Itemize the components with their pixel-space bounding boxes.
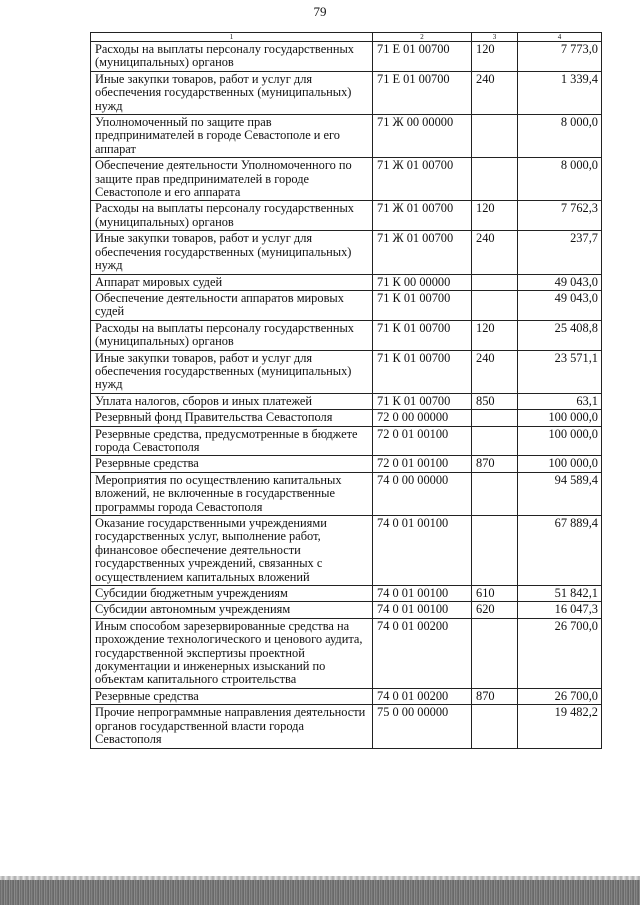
row-amount-cell: 237,7 (518, 231, 602, 274)
table-row (91, 618, 602, 688)
row-type-cell: 120 (472, 320, 518, 350)
row-code-cell: 71 К 01 00700 (373, 320, 472, 350)
column-number-code: 2 (373, 33, 472, 42)
row-code-cell: 72 0 00 00000 (373, 410, 472, 426)
table-row (91, 115, 602, 158)
row-type-cell (472, 410, 518, 426)
row-amount-cell: 100 000,0 (518, 456, 602, 472)
table-row (91, 274, 602, 290)
row-code-cell: 71 Е 01 00700 (373, 42, 472, 72)
row-code-cell: 71 К 00 00000 (373, 274, 472, 290)
row-code-cell: 71 К 01 00700 (373, 393, 472, 409)
row-code-cell: 71 Ж 01 00700 (373, 201, 472, 231)
row-amount-cell: 100 000,0 (518, 426, 602, 456)
table-row (91, 71, 602, 114)
row-code-cell: 71 К 01 00700 (373, 350, 472, 393)
row-name-cell: Обеспечение деятельности аппаратов мировых судей (91, 290, 373, 320)
row-code-cell: 74 0 01 00200 (373, 688, 472, 704)
row-amount-cell: 26 700,0 (518, 688, 602, 704)
row-amount-cell: 23 571,1 (518, 350, 602, 393)
row-amount-cell: 63,1 (518, 393, 602, 409)
row-name-cell: Субсидии бюджетным учреждениям (91, 586, 373, 602)
row-type-cell: 120 (472, 42, 518, 72)
table-row (91, 158, 602, 201)
row-type-cell (472, 115, 518, 158)
row-name-cell: Резервные средства, предусмотренные в бюджете города Севастополя (91, 426, 373, 456)
column-number-name: 1 (91, 33, 373, 42)
row-code-cell: 75 0 00 00000 (373, 705, 472, 748)
page-number: 79 (313, 4, 327, 19)
row-amount-cell: 67 889,4 (518, 516, 602, 586)
row-amount-cell: 51 842,1 (518, 586, 602, 602)
row-amount-cell: 49 043,0 (518, 290, 602, 320)
column-number-row (91, 33, 602, 42)
row-name-cell: Иные закупки товаров, работ и услуг для обеспечения государственных (муниципальных) нужд (91, 71, 373, 114)
row-type-cell (472, 158, 518, 201)
row-type-cell (472, 290, 518, 320)
row-code-cell: 71 Е 01 00700 (373, 71, 472, 114)
table-row (91, 231, 602, 274)
row-amount-cell: 8 000,0 (518, 158, 602, 201)
row-name-cell: Резервный фонд Правительства Севастополя (91, 410, 373, 426)
row-code-cell: 72 0 01 00100 (373, 456, 472, 472)
row-code-cell: 71 Ж 01 00700 (373, 231, 472, 274)
row-type-cell (472, 426, 518, 456)
row-type-cell: 240 (472, 231, 518, 274)
table-row (91, 290, 602, 320)
row-name-cell: Прочие непрограммные направления деятельности органов государственной власти города Севастополя (91, 705, 373, 748)
table-row (91, 705, 602, 748)
row-code-cell: 74 0 00 00000 (373, 472, 472, 515)
row-amount-cell: 8 000,0 (518, 115, 602, 158)
row-amount-cell: 7 762,3 (518, 201, 602, 231)
row-type-cell: 240 (472, 350, 518, 393)
table-body (91, 42, 602, 749)
row-type-cell (472, 472, 518, 515)
row-name-cell: Уполномоченный по защите прав предпринимателей в городе Севастополе и его аппарат (91, 115, 373, 158)
row-name-cell: Аппарат мировых судей (91, 274, 373, 290)
row-amount-cell: 19 482,2 (518, 705, 602, 748)
table-row (91, 602, 602, 618)
table-row (91, 201, 602, 231)
row-code-cell: 74 0 01 00200 (373, 618, 472, 688)
table-row (91, 426, 602, 456)
row-name-cell: Уплата налогов, сборов и иных платежей (91, 393, 373, 409)
row-name-cell: Оказание государственными учреждениями государственных услуг, выполнение работ, финансовое обеспечение деятельности государственных учреждений, связанных с осуществлением капитальных вложений (91, 516, 373, 586)
row-name-cell: Резервные средства (91, 688, 373, 704)
row-type-cell (472, 274, 518, 290)
row-name-cell: Иные закупки товаров, работ и услуг для обеспечения государственных (муниципальных) нужд (91, 231, 373, 274)
row-type-cell: 120 (472, 201, 518, 231)
column-number-type: 3 (472, 33, 518, 42)
row-amount-cell: 26 700,0 (518, 618, 602, 688)
row-type-cell: 610 (472, 586, 518, 602)
row-amount-cell: 49 043,0 (518, 274, 602, 290)
row-code-cell: 72 0 01 00100 (373, 426, 472, 456)
row-code-cell: 71 Ж 01 00700 (373, 158, 472, 201)
table-row (91, 42, 602, 72)
row-type-cell (472, 618, 518, 688)
table-row (91, 350, 602, 393)
row-code-cell: 74 0 01 00100 (373, 586, 472, 602)
row-amount-cell: 7 773,0 (518, 42, 602, 72)
row-name-cell: Иным способом зарезервированные средства на прохождение технологического и ценового аудита, государственной экспертизы проектной документации и инженерных изысканий по объектам капитального строительства (91, 618, 373, 688)
row-type-cell: 240 (472, 71, 518, 114)
budget-table (90, 32, 602, 749)
table-row (91, 320, 602, 350)
table-row (91, 410, 602, 426)
row-name-cell: Иные закупки товаров, работ и услуг для обеспечения государственных (муниципальных) нужд (91, 350, 373, 393)
row-name-cell: Расходы на выплаты персоналу государственных (муниципальных) органов (91, 320, 373, 350)
row-type-cell: 850 (472, 393, 518, 409)
row-code-cell: 74 0 01 00100 (373, 516, 472, 586)
table-row (91, 472, 602, 515)
row-name-cell: Обеспечение деятельности Уполномоченного по защите прав предпринимателей в городе Севастополе и его аппарата (91, 158, 373, 201)
table-row (91, 393, 602, 409)
row-name-cell: Мероприятия по осуществлению капитальных вложений, не включенные в государственные программы города Севастополя (91, 472, 373, 515)
table-row (91, 688, 602, 704)
scan-edge-artifact (0, 880, 640, 905)
table-row (91, 586, 602, 602)
row-amount-cell: 1 339,4 (518, 71, 602, 114)
row-name-cell: Расходы на выплаты персоналу государственных (муниципальных) органов (91, 42, 373, 72)
column-number-amount: 4 (518, 33, 602, 42)
row-amount-cell: 100 000,0 (518, 410, 602, 426)
row-name-cell: Резервные средства (91, 456, 373, 472)
row-name-cell: Субсидии автономным учреждениям (91, 602, 373, 618)
row-amount-cell: 25 408,8 (518, 320, 602, 350)
row-type-cell: 870 (472, 456, 518, 472)
row-amount-cell: 16 047,3 (518, 602, 602, 618)
table-row (91, 516, 602, 586)
row-name-cell: Расходы на выплаты персоналу государственных (муниципальных) органов (91, 201, 373, 231)
table-row (91, 456, 602, 472)
row-amount-cell: 94 589,4 (518, 472, 602, 515)
row-type-cell: 620 (472, 602, 518, 618)
row-code-cell: 71 Ж 00 00000 (373, 115, 472, 158)
row-type-cell: 870 (472, 688, 518, 704)
row-code-cell: 71 К 01 00700 (373, 290, 472, 320)
row-type-cell (472, 705, 518, 748)
row-code-cell: 74 0 01 00100 (373, 602, 472, 618)
row-type-cell (472, 516, 518, 586)
